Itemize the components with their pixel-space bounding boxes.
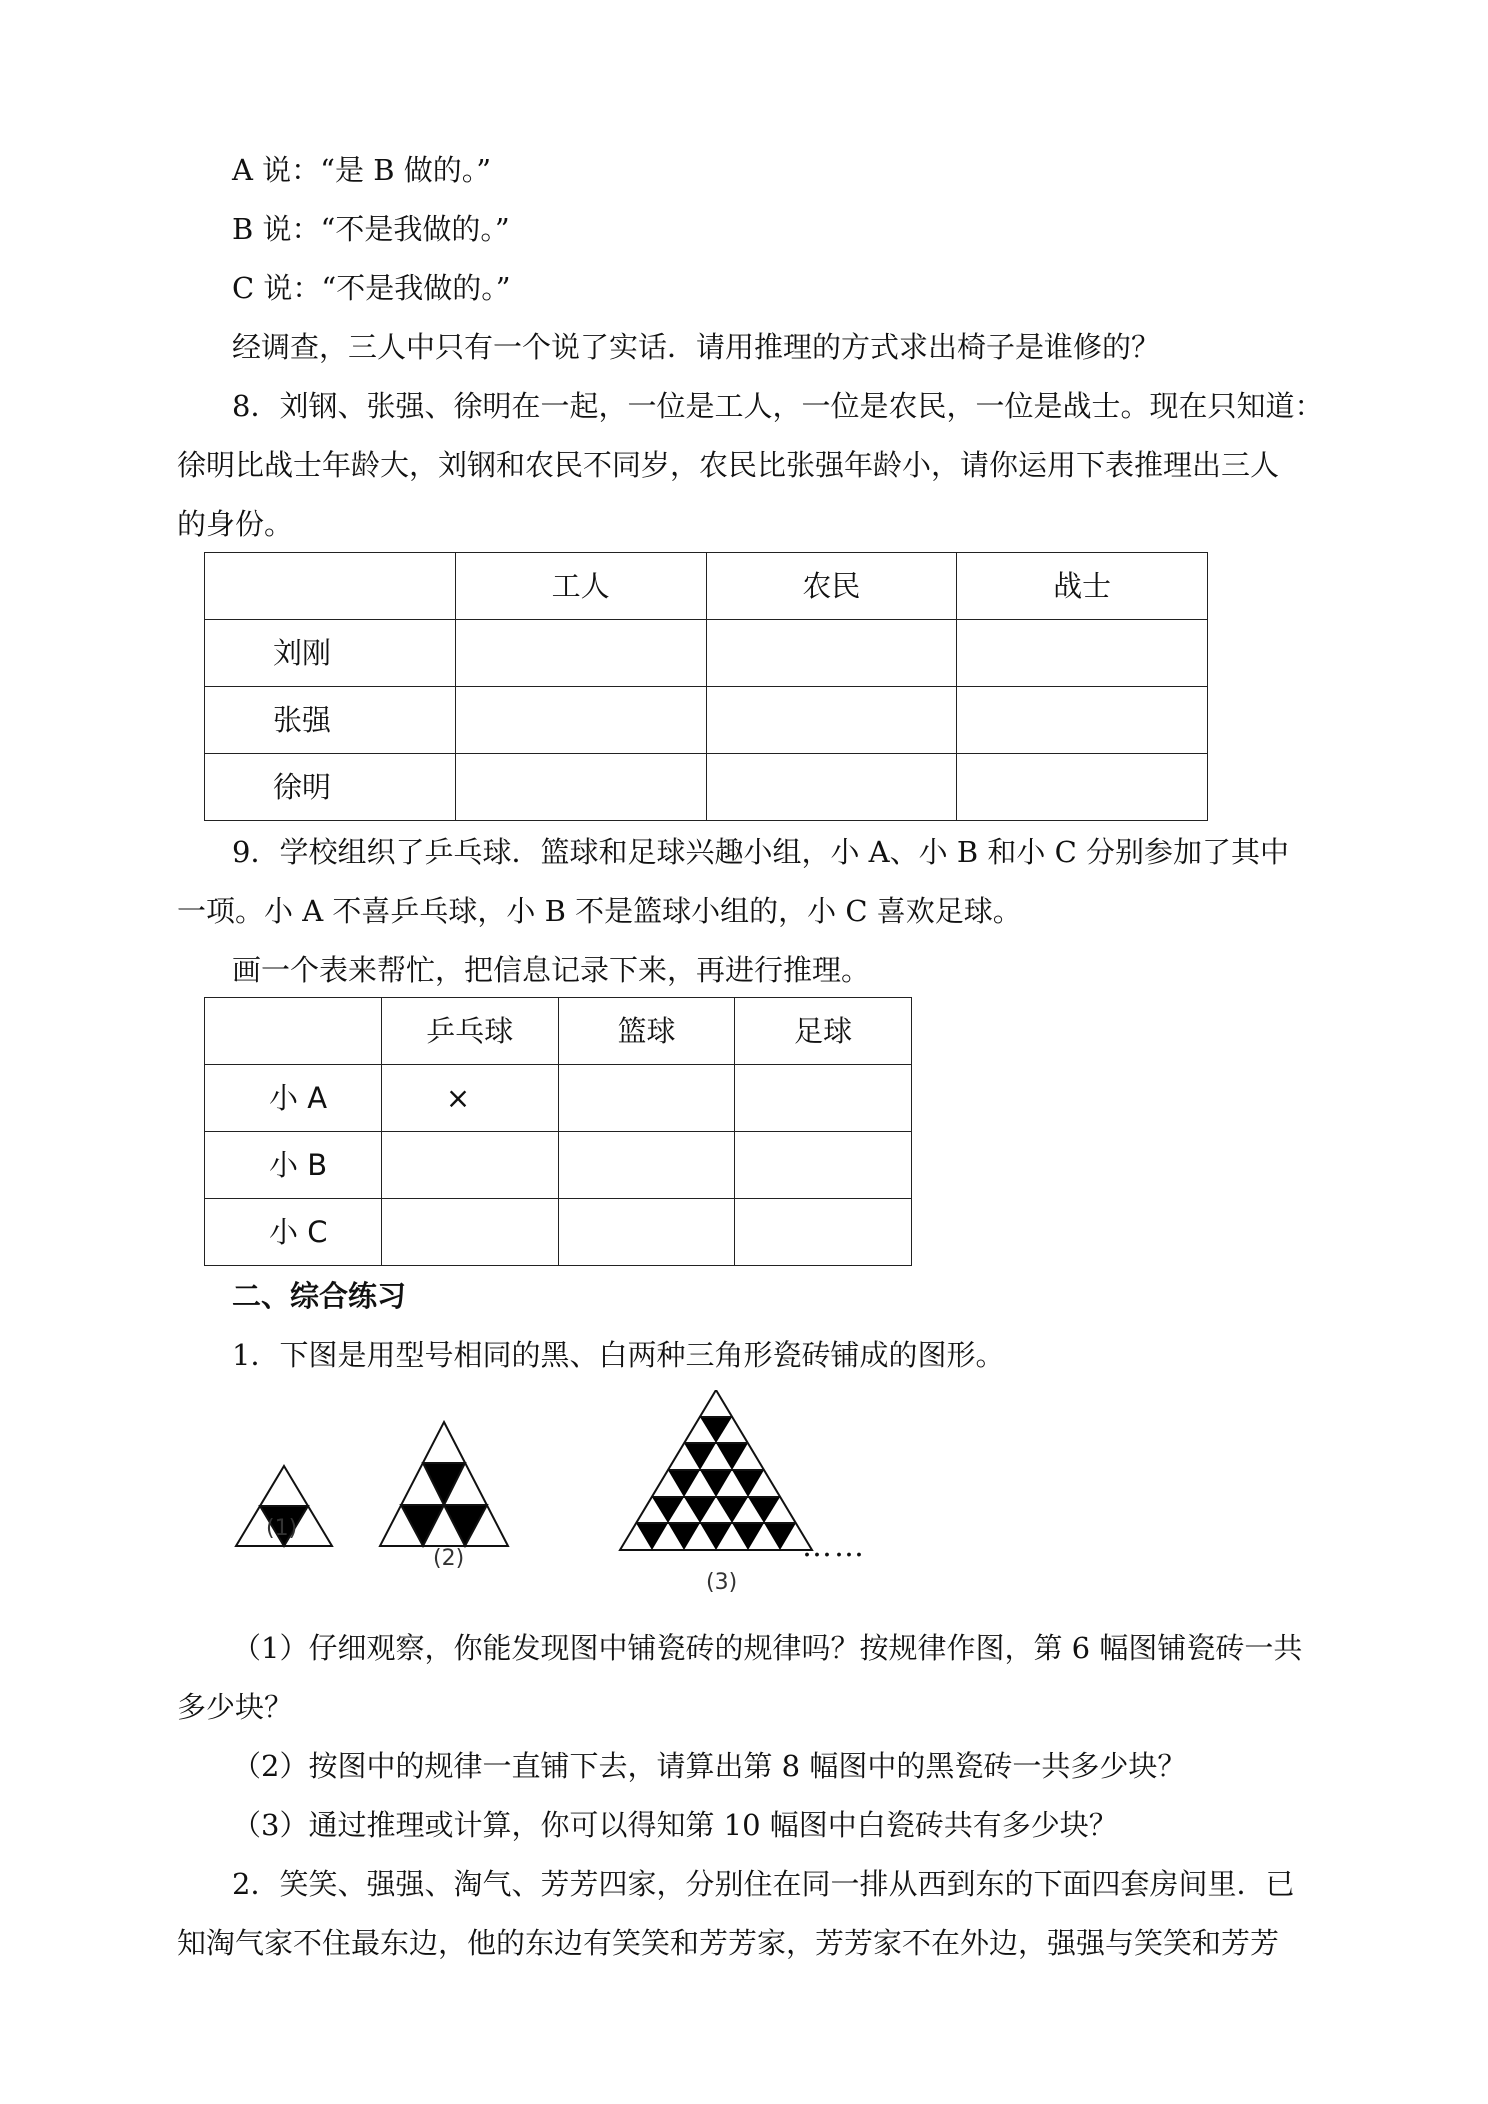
table-header: 工人 xyxy=(455,553,706,620)
table-cell[interactable] xyxy=(735,1132,912,1199)
row-label: 小 B xyxy=(205,1132,382,1199)
table-cell[interactable] xyxy=(735,1199,912,1266)
row-label: 徐明 xyxy=(205,754,456,821)
row-label: 小 A xyxy=(205,1065,382,1132)
table-cell[interactable] xyxy=(735,1065,912,1132)
row-label: 张强 xyxy=(205,687,456,754)
table-cell[interactable] xyxy=(706,754,957,821)
table-header: 足球 xyxy=(735,998,912,1065)
figure-3-caption: (3) xyxy=(706,1570,738,1595)
table-header-row xyxy=(205,553,1208,620)
table-cell[interactable] xyxy=(957,687,1208,754)
row-label: 小 C xyxy=(205,1199,382,1266)
table-cell[interactable] xyxy=(381,1132,558,1199)
q8-line-1: 8．刘钢、张强、徐明在一起，一位是工人，一位是农民，一位是战士。现在只知道： xyxy=(232,389,1324,423)
s2q1-sub3: （3）通过推理或计算，你可以得知第 10 幅图中白瓷砖共有多少块？ xyxy=(232,1808,1118,1842)
table-cell[interactable] xyxy=(455,687,706,754)
table-cell[interactable] xyxy=(558,1132,735,1199)
table-row xyxy=(205,1065,912,1132)
q8-identity-table xyxy=(204,552,1208,821)
table-header: 战士 xyxy=(957,553,1208,620)
figure-1-caption: (1) xyxy=(266,1516,298,1541)
s2q1-sub2: （2）按图中的规律一直铺下去，请算出第 8 幅图中的黑瓷砖一共多少块？ xyxy=(232,1749,1187,1783)
figure-2-caption: (2) xyxy=(433,1546,465,1571)
table-cell[interactable] xyxy=(706,620,957,687)
q9-line-2: 一项。小 A 不喜乒乓球，小 B 不是篮球小组的，小 C 喜欢足球。 xyxy=(177,894,1022,928)
table-cell[interactable] xyxy=(558,1065,735,1132)
triangle-tiling-figures xyxy=(230,1390,910,1610)
table-cell[interactable] xyxy=(957,620,1208,687)
s2q1-intro: 1．下图是用型号相同的黑、白两种三角形瓷砖铺成的图形。 xyxy=(232,1338,1005,1372)
statement-b: B 说：“不是我做的。” xyxy=(232,212,510,246)
statement-c: C 说：“不是我做的。” xyxy=(232,271,511,305)
cross-mark[interactable]: × xyxy=(381,1065,558,1132)
table-cell[interactable] xyxy=(455,754,706,821)
q9-instruction: 画一个表来帮忙，把信息记录下来，再进行推理。 xyxy=(232,953,871,987)
section-title: 二、综合练习 xyxy=(232,1279,407,1313)
figure-3 xyxy=(620,1390,812,1550)
q9-line-1: 9．学校组织了乒乓球．篮球和足球兴趣小组，小 A、小 B 和小 C 分别参加了其中 xyxy=(232,835,1289,869)
s2q1-sub1-line-2: 多少块？ xyxy=(177,1690,294,1724)
q9-interest-table xyxy=(204,997,912,1266)
s2q1-sub1-line-1: （1）仔细观察，你能发现图中铺瓷砖的规律吗？按规律作图，第 6 幅图铺瓷砖一共 xyxy=(232,1631,1303,1665)
table-row xyxy=(205,1199,912,1266)
table-header: 篮球 xyxy=(558,998,735,1065)
q8-line-3: 的身份。 xyxy=(177,507,294,541)
table-row xyxy=(205,754,1208,821)
q8-line-2: 徐明比战士年龄大，刘钢和农民不同岁，农民比张强年龄小，请你运用下表推理出三人 xyxy=(177,448,1280,482)
row-label: 刘刚 xyxy=(205,620,456,687)
table-cell xyxy=(205,553,456,620)
table-header: 农民 xyxy=(706,553,957,620)
statement-a: A 说：“是 B 做的。” xyxy=(232,153,492,187)
table-header: 乒乓球 xyxy=(381,998,558,1065)
table-cell[interactable] xyxy=(381,1199,558,1266)
table-cell[interactable] xyxy=(957,754,1208,821)
figure-2 xyxy=(380,1422,508,1546)
table-cell[interactable] xyxy=(558,1199,735,1266)
table-cell[interactable] xyxy=(455,620,706,687)
s2q2-line-2: 知淘气家不住最东边，他的东边有笑笑和芳芳家，芳芳家不在外边，强强与笑笑和芳芳 xyxy=(177,1926,1280,1960)
q7-question: 经调查，三人中只有一个说了实话．请用推理的方式求出椅子是谁修的？ xyxy=(232,330,1161,364)
table-cell xyxy=(205,998,382,1065)
table-row xyxy=(205,620,1208,687)
table-row xyxy=(205,687,1208,754)
s2q2-line-1: 2．笑笑、强强、淘气、芳芳四家，分别住在同一排从西到东的下面四套房间里．已 xyxy=(232,1867,1295,1901)
table-row xyxy=(205,1132,912,1199)
table-header-row xyxy=(205,998,912,1065)
table-cell[interactable] xyxy=(706,687,957,754)
figure-ellipsis: …… xyxy=(802,1529,866,1564)
